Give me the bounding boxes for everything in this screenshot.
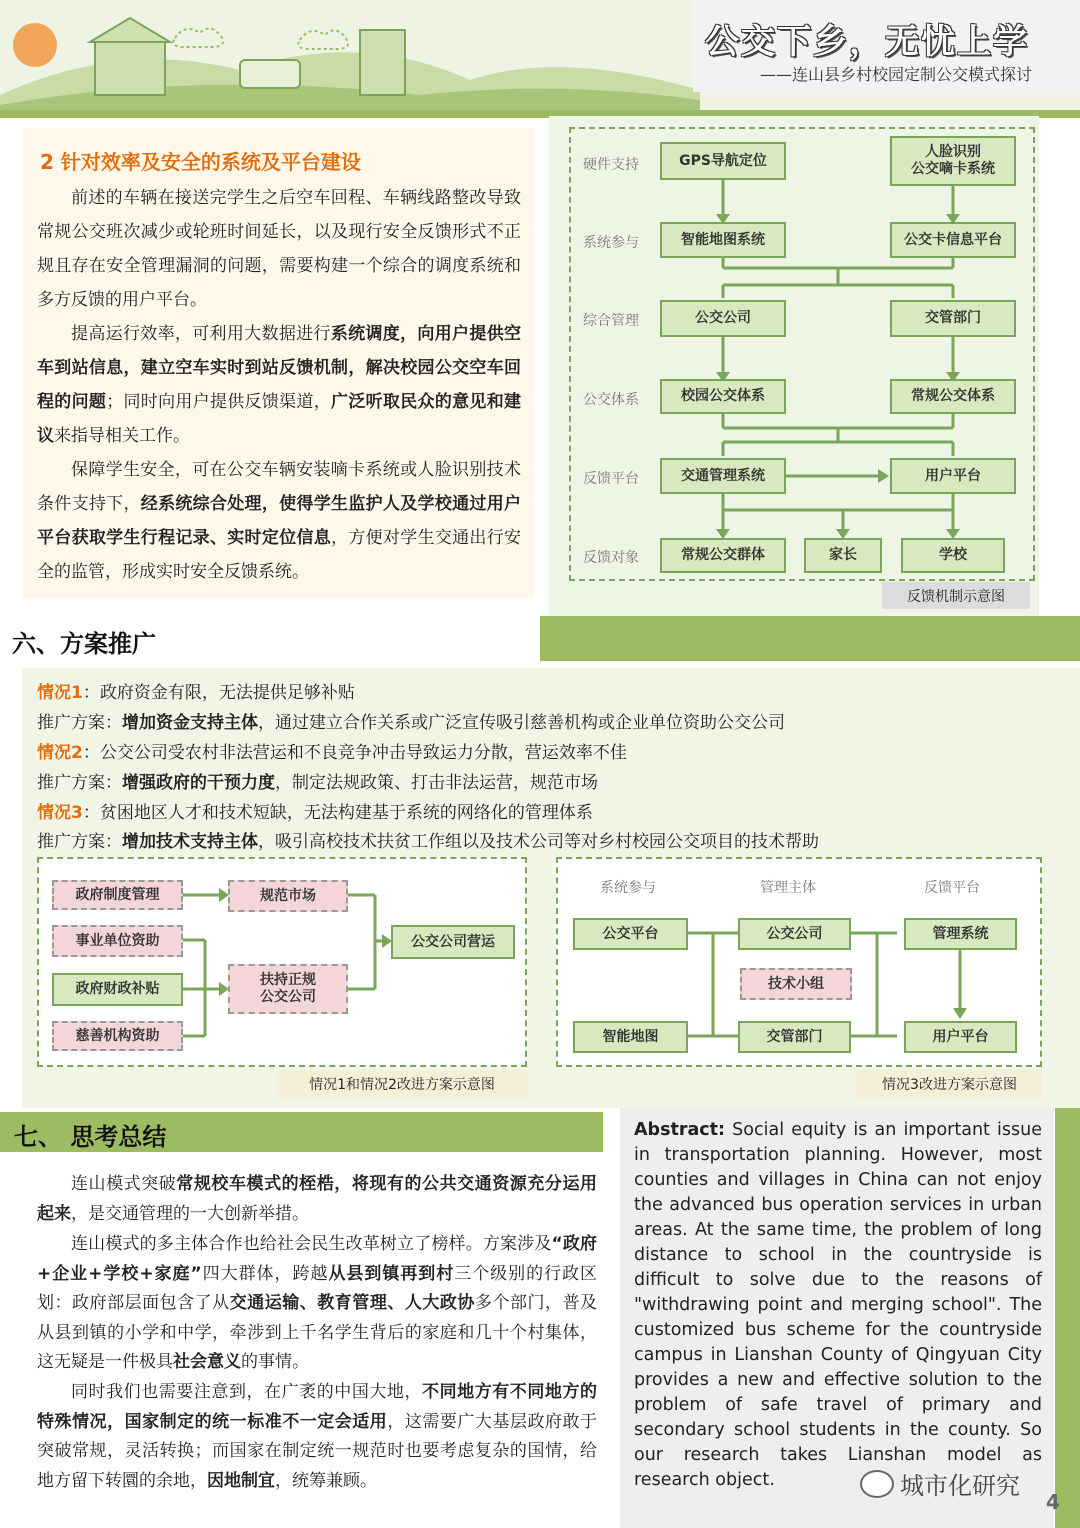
right-edge-strip bbox=[1055, 1108, 1080, 1528]
col-label-management: 管理主体 bbox=[760, 880, 816, 896]
page-number: 4 bbox=[1046, 1490, 1060, 1514]
section2-paragraph-3: 保障学生安全，可在公交车辆安装嘀卡系统或人脸识别技术条件支持下，经系统综合处理，使得学生监护人及学校通过用户平台获取学生行程记录、实时定位信息，方便对学生交通出行安全的监管，形成实时安全反馈系统。 bbox=[37, 460, 522, 582]
row-label-feedback-target: 反馈对象 bbox=[583, 550, 639, 566]
regular-bus-box: 常规公交体系 bbox=[890, 379, 1016, 414]
traffic-mgmt-box: 交通管理系统 bbox=[660, 458, 786, 494]
smart-map-box-2: 智能地图 bbox=[573, 1021, 688, 1053]
wechat-icon bbox=[860, 1470, 894, 1498]
row-label-hardware: 硬件支持 bbox=[583, 157, 639, 173]
institution-funding-box: 事业单位资助 bbox=[52, 925, 183, 957]
user-platform-box-2: 用户平台 bbox=[904, 1021, 1017, 1053]
bus-company-box-2: 公交公司 bbox=[738, 918, 851, 950]
campus-bus-box: 校园公交体系 bbox=[660, 379, 786, 414]
mgmt-system-box: 管理系统 bbox=[904, 918, 1017, 950]
row-label-system: 系统参与 bbox=[583, 235, 639, 251]
gps-box: GPS导航定位 bbox=[660, 142, 786, 180]
section7-title: 七、 思考总结 bbox=[14, 1123, 167, 1151]
feedback-diagram-caption: 反馈机制示意图 bbox=[882, 582, 1030, 609]
row-label-feedback-platform: 反馈平台 bbox=[583, 471, 639, 487]
case3-line: 情况3：贫困地区人才和技术短缺，无法构建基于系统的网络化的管理体系 bbox=[37, 803, 593, 823]
section6-title: 六、方案推广 bbox=[12, 630, 156, 658]
abstract-text: Abstract: Social equity is an important issue in transportation planning. However, most counties and villages in China can not enjoy the advanced bus operation services in urban areas. At the same time, the problem of long distance to school in the countryside is difficult to solve due to the reasons of "withdrawing point and merging school". The customized bus scheme for the countryside campus in Lianshan County of Qingyuan City provides a new and effective solution to the problem of safe travel of primary and secondary school students in the county. So our research takes Lianshan model as research object. bbox=[634, 1120, 1042, 1490]
face-recognition-box: 人脸识别 公交嘀卡系统 bbox=[890, 136, 1016, 186]
section2-title: 2 针对效率及安全的系统及平台建设 bbox=[40, 150, 361, 174]
section7-paragraph-2: 连山模式的多主体合作也给社会民生改革树立了榜样。方案涉及“政府+企业+学校+家庭”四大群体，跨越从县到镇再到村三个级别的行政区划：政府部层面包含了从交通运输、教育管理、人大政协多个部门，普及从县到镇的小学和中学，牵涉到上千名学生背后的家庭和几十个村集体，这无疑是一件极具社会意义的事情。 bbox=[37, 1234, 598, 1372]
section7-paragraph-1: 连山模式突破常规校车模式的桎梏，将现有的公共交通资源充分运用起来，是交通管理的一大创新举措。 bbox=[37, 1174, 598, 1224]
regular-group-box: 常规公交群体 bbox=[660, 538, 786, 573]
tech-group-box: 技术小组 bbox=[740, 968, 852, 1000]
gov-policy-box: 政府制度管理 bbox=[52, 880, 183, 910]
gov-finance-box: 政府财政补贴 bbox=[52, 973, 183, 1006]
page-subtitle: ——连山县乡村校园定制公交模式探讨 bbox=[760, 65, 1033, 84]
row-label-bus-system: 公交体系 bbox=[583, 392, 639, 408]
charity-funding-box: 慈善机构资助 bbox=[52, 1021, 183, 1051]
solution1-line: 推广方案：增加资金支持主体，通过建立合作关系或广泛宣传吸引慈善机构或企业单位资助公交公司 bbox=[37, 713, 785, 733]
traffic-dept-box: 交管部门 bbox=[890, 300, 1016, 337]
col-label-feedback: 反馈平台 bbox=[924, 880, 980, 896]
smart-map-box: 智能地图系统 bbox=[660, 222, 786, 258]
case1-line: 情况1：政府资金有限，无法提供足够补贴 bbox=[37, 683, 355, 703]
funding-diagram-caption: 情况1和情况2改进方案示意图 bbox=[277, 1070, 527, 1098]
parents-box: 家长 bbox=[804, 538, 882, 573]
case2-line: 情况2：公交公司受农村非法营运和不良竞争冲击导致运力分散，营运效率不佳 bbox=[37, 743, 627, 763]
user-platform-box: 用户平台 bbox=[890, 458, 1016, 494]
solution2-line: 推广方案：增强政府的干预力度，制定法规政策、打击非法运营，规范市场 bbox=[37, 773, 598, 793]
watermark: 城市化研究 bbox=[860, 1466, 1020, 1501]
bus-operation-box: 公交公司营运 bbox=[391, 925, 515, 959]
support-bus-company-box: 扶持正规 公交公司 bbox=[228, 964, 348, 1014]
school-box: 学校 bbox=[901, 538, 1005, 573]
bus-company-box: 公交公司 bbox=[660, 300, 786, 337]
bus-card-box: 公交卡信息平台 bbox=[890, 222, 1016, 258]
tech-diagram-caption: 情况3改进方案示意图 bbox=[857, 1070, 1042, 1098]
page-title: 公交下乡，无忧上学 bbox=[705, 22, 1029, 62]
regulate-market-box: 规范市场 bbox=[228, 880, 348, 912]
solution3-line: 推广方案：增加技术支持主体，吸引高校技术扶贫工作组以及技术公司等对乡村校园公交项目的技术帮助 bbox=[37, 832, 819, 852]
section2-paragraph-2: 提高运行效率，可利用大数据进行系统调度，向用户提供空车到站信息，建立空车实时到站反馈机制，解决校园公交空车回程的问题；同时向用户提供反馈渠道，广泛听取民众的意见和建议来指导相关工作。 bbox=[37, 324, 522, 446]
traffic-dept-box-2: 交管部门 bbox=[738, 1021, 851, 1053]
col-label-system: 系统参与 bbox=[600, 880, 656, 896]
section2-paragraph-1: 前述的车辆在接送完学生之后空车回程、车辆线路整改导致常规公交班次减少或轮班时间延长，以及现行安全反馈形式不正规且存在安全管理漏洞的问题，需要构建一个综合的调度系统和多方反馈的用户平台。 bbox=[37, 188, 521, 310]
section7-paragraph-3: 同时我们也需要注意到，在广袤的中国大地，不同地方有不同地方的特殊情况，国家制定的统一标准不一定会适用，这需要广大基层政府敢于突破常规，灵活转换；而国家在制定统一规范时也要考虑复杂的国情，给地方留下转圜的余地，因地制宜，统筹兼顾。 bbox=[37, 1382, 598, 1491]
row-label-management: 综合管理 bbox=[583, 313, 639, 329]
bus-platform-box: 公交平台 bbox=[573, 918, 688, 950]
